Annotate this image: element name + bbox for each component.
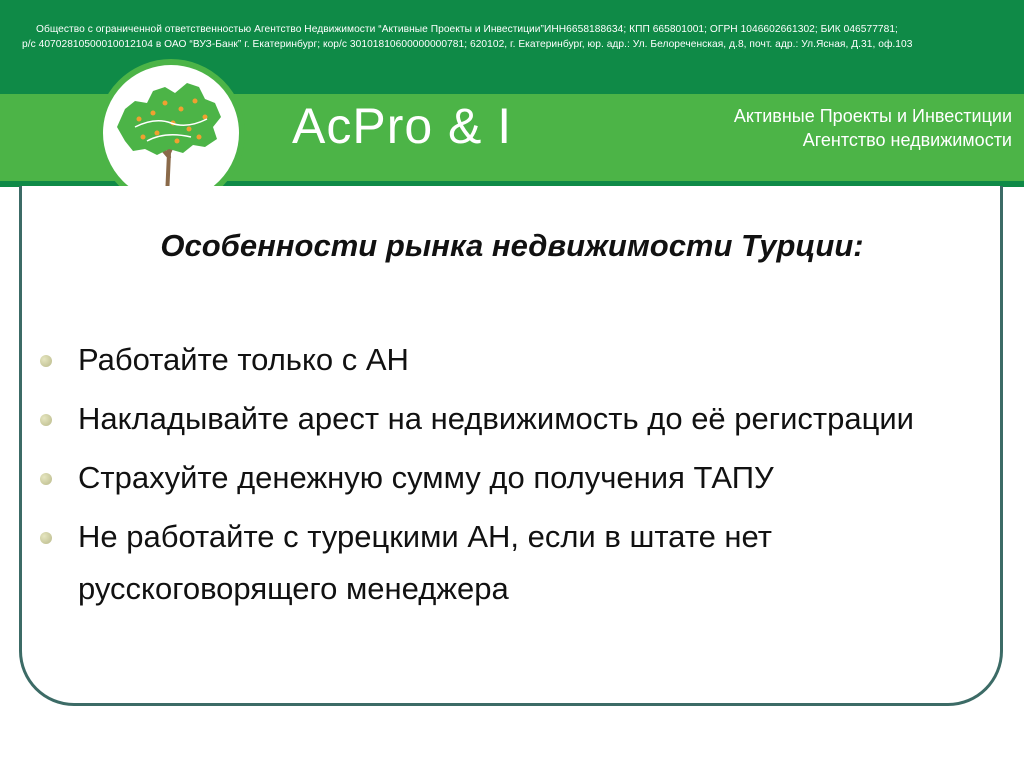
bullet-dot-icon	[40, 355, 52, 367]
list-item	[40, 334, 1000, 386]
bullet-dot-icon	[40, 473, 52, 485]
bullet-dot-icon	[40, 414, 52, 426]
bullet-dot-icon	[40, 532, 52, 544]
brand-name: AcPro & I	[292, 98, 513, 154]
legal-details	[22, 22, 1012, 52]
tagline-line-2: Агентство недвижимости	[802, 130, 1012, 150]
legal-line-1: Общество с ограниченной ответственностью Агентство Недвижимости “Активные Проекты и Инвестиции”ИНН6658188634; КПП 665801001; ОГРН 1046602661302; БИК 046577781;	[36, 24, 898, 35]
list-item	[40, 452, 1000, 504]
tagline-line-1: Активные Проекты и Инвестиции	[733, 106, 1012, 126]
bullet-list	[40, 334, 1000, 622]
legal-line-2: р/с 40702810500010012104 в ОАО “ВУЗ-Банк” г. Екатеринбург; кор/с 30101810600000000781; 620102, г. Екатеринбург, юр. адр.: Ул. Белореченская, д.8, почт. адр.: Ул.Ясная, Д.31, оф.103	[22, 39, 913, 50]
bullet-text: Страхуйте денежную сумму до получения ТАПУ	[78, 460, 774, 495]
list-item	[40, 393, 1000, 445]
bullet-text: Работайте только с АН	[78, 342, 409, 377]
slide-title: Особенности рынка недвижимости Турции:	[160, 228, 864, 263]
list-item	[40, 511, 1000, 615]
bullet-text: Не работайте с турецкими АН, если в штате нет русскоговорящего менеджера	[78, 519, 772, 606]
bullet-text: Накладывайте арест на недвижимость до её регистрации	[78, 401, 914, 436]
tagline	[734, 104, 1012, 152]
